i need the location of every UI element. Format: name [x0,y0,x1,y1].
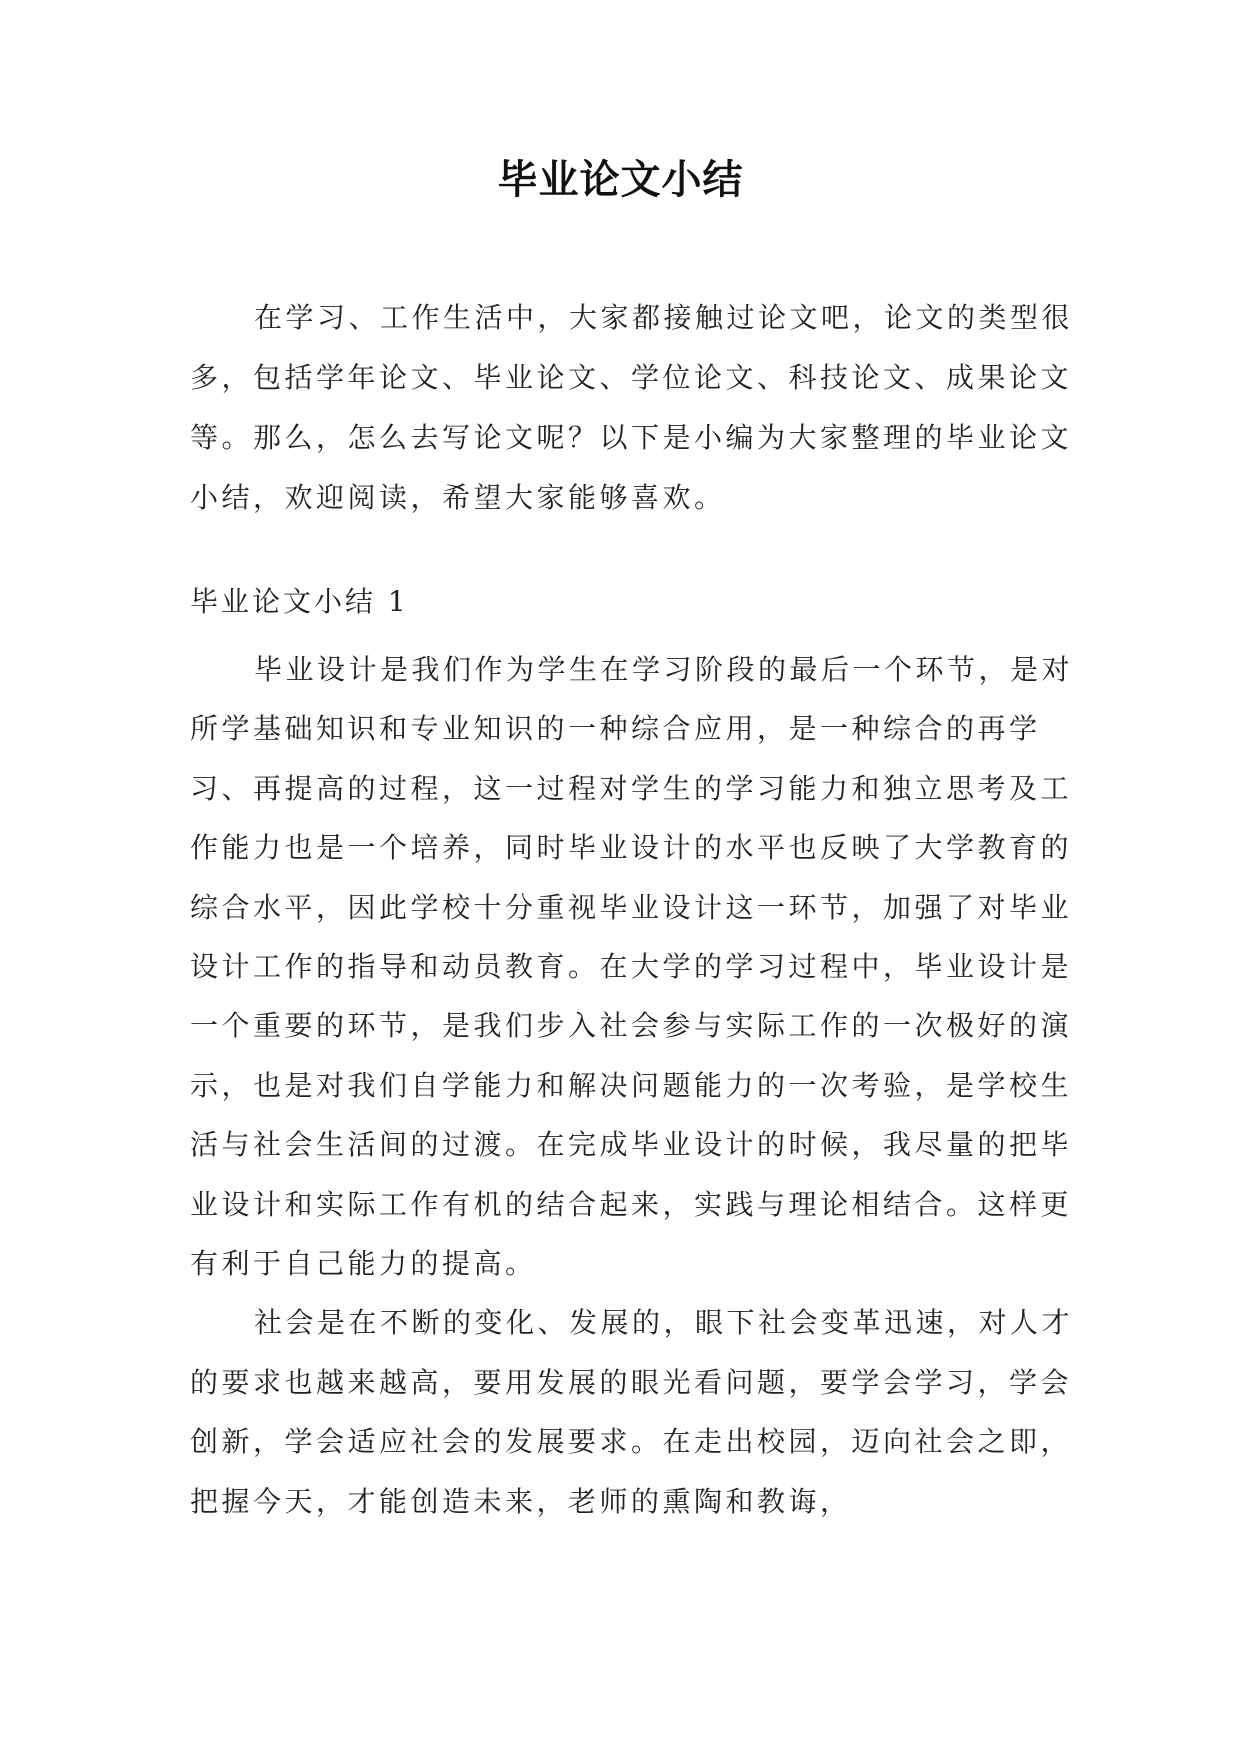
intro-paragraph: 在学习、工作生活中，大家都接触过论文吧，论文的类型很多，包括学年论文、毕业论文、学位论文、科技论文、成果论文等。那么，怎么去写论文呢？以下是小编为大家整理的毕业论文小结，欢迎阅读，希望大家能够喜欢。 [190,301,1074,514]
page-title: 毕业论文小结 [497,156,744,203]
body-paragraph-1: 毕业设计是我们作为学生在学习阶段的最后一个环节，是对所学基础知识和专业知识的一种综合应用，是一种综合的再学习、再提高的过程，这一过程对学生的学习能力和独立思考及工作能力也是一个培养，同时毕业设计的水平也反映了大学教育的综合水平，因此学校十分重视毕业设计这一环节，加强了对毕业设计工作的指导和动员教育。在大学的学习过程中，毕业设计是一个重要的环节，是我们步入社会参与实际工作的一次极好的演示，也是对我们自学能力和解决问题能力的一次考验，是学校生活与社会生活间的过渡。在完成毕业设计的时候，我尽量的把毕业设计和实际工作有机的结合起来，实践与理论相结合。这样更有利于自己能力的提高。 [190,653,1074,1281]
intro-paragraph-block [190,288,1090,528]
section-body [190,640,1090,1531]
body-paragraph-2: 社会是在不断的变化、发展的，眼下社会变革迅速，对人才的要求也越来越高，要用发展的眼光看问题，要学会学习，学会创新，学会适应社会的发展要求。在走出校园，迈向社会之即，把握今天，才能创造未来，老师的熏陶和教诲， [190,1306,1074,1518]
section-heading: 毕业论文小结 1 [190,585,409,618]
